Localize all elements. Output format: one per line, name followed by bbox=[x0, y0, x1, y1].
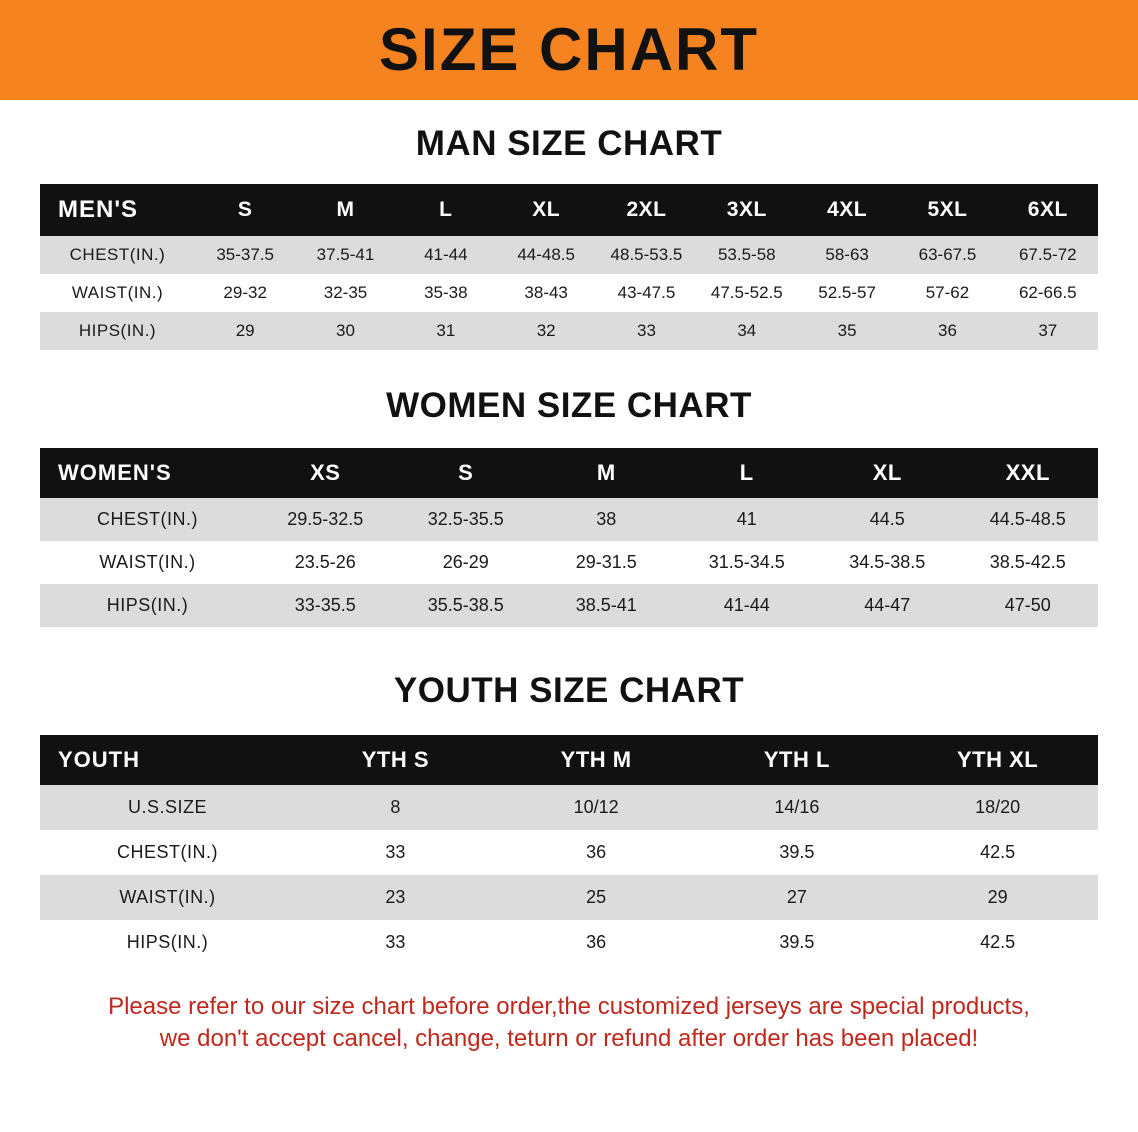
youth-cell-2-0: 23 bbox=[295, 875, 496, 920]
youth-size-table bbox=[40, 735, 1098, 965]
man-table-wrap bbox=[0, 184, 1138, 350]
women-header-cell-4: L bbox=[677, 448, 818, 498]
man-row-2-label: HIPS(IN.) bbox=[40, 312, 195, 350]
man-cell-0-0: 35-37.5 bbox=[195, 236, 295, 274]
youth-table-wrap bbox=[0, 735, 1138, 965]
women-cell-0-2: 38 bbox=[536, 498, 677, 541]
women-header-cell-0: WOMEN'S bbox=[40, 448, 255, 498]
man-header-cell-9: 6XL bbox=[998, 184, 1098, 236]
women-cell-2-1: 35.5-38.5 bbox=[396, 584, 537, 627]
women-cell-2-5: 47-50 bbox=[958, 584, 1099, 627]
women-cell-2-2: 38.5-41 bbox=[536, 584, 677, 627]
man-header-cell-7: 4XL bbox=[797, 184, 897, 236]
women-cell-1-0: 23.5-26 bbox=[255, 541, 396, 584]
man-cell-1-4: 43-47.5 bbox=[596, 274, 696, 312]
women-table-head bbox=[40, 448, 1098, 498]
table-row bbox=[40, 785, 1098, 830]
women-size-table bbox=[40, 448, 1098, 627]
youth-section-title: YOUTH SIZE CHART bbox=[393, 671, 745, 710]
table-row bbox=[40, 541, 1098, 584]
man-header-cell-0: MEN'S bbox=[40, 184, 195, 236]
man-header-cell-2: M bbox=[295, 184, 395, 236]
youth-table-head bbox=[40, 735, 1098, 785]
women-cell-1-5: 38.5-42.5 bbox=[958, 541, 1099, 584]
man-header-cell-4: XL bbox=[496, 184, 596, 236]
man-cell-1-7: 57-62 bbox=[897, 274, 997, 312]
women-cell-1-2: 29-31.5 bbox=[536, 541, 677, 584]
women-header-cell-6: XXL bbox=[958, 448, 1099, 498]
banner bbox=[0, 0, 1138, 100]
youth-cell-0-2: 14/16 bbox=[697, 785, 898, 830]
man-section-title: MAN SIZE CHART bbox=[415, 124, 723, 163]
youth-row-3-label: HIPS(IN.) bbox=[40, 920, 295, 965]
youth-row-2-label: WAIST(IN.) bbox=[40, 875, 295, 920]
women-row-0-label: CHEST(IN.) bbox=[40, 498, 255, 541]
women-section-title: WOMEN SIZE CHART bbox=[386, 386, 752, 425]
table-row bbox=[40, 875, 1098, 920]
women-row-2-label: HIPS(IN.) bbox=[40, 584, 255, 627]
table-row bbox=[40, 584, 1098, 627]
man-cell-2-2: 31 bbox=[396, 312, 496, 350]
women-table-body bbox=[40, 498, 1098, 627]
man-cell-1-1: 32-35 bbox=[295, 274, 395, 312]
man-cell-1-3: 38-43 bbox=[496, 274, 596, 312]
footer-note-line-1: Please refer to our size chart before order,the customized jerseys are special products, bbox=[108, 993, 1030, 1020]
women-header-cell-3: M bbox=[536, 448, 677, 498]
man-cell-0-3: 44-48.5 bbox=[496, 236, 596, 274]
youth-cell-0-1: 10/12 bbox=[496, 785, 697, 830]
youth-header-cell-4: YTH XL bbox=[897, 735, 1098, 785]
man-table-body bbox=[40, 236, 1098, 350]
man-cell-1-5: 47.5-52.5 bbox=[697, 274, 797, 312]
women-cell-0-4: 44.5 bbox=[817, 498, 958, 541]
women-cell-0-0: 29.5-32.5 bbox=[255, 498, 396, 541]
man-header-cell-8: 5XL bbox=[897, 184, 997, 236]
man-cell-2-6: 35 bbox=[797, 312, 897, 350]
women-cell-0-5: 44.5-48.5 bbox=[958, 498, 1099, 541]
man-table-head bbox=[40, 184, 1098, 236]
man-cell-2-0: 29 bbox=[195, 312, 295, 350]
youth-cell-3-0: 33 bbox=[295, 920, 496, 965]
man-cell-0-4: 48.5-53.5 bbox=[596, 236, 696, 274]
man-cell-2-4: 33 bbox=[596, 312, 696, 350]
women-cell-2-3: 41-44 bbox=[677, 584, 818, 627]
women-cell-1-3: 31.5-34.5 bbox=[677, 541, 818, 584]
youth-header-cell-1: YTH S bbox=[295, 735, 496, 785]
women-header-cell-1: XS bbox=[255, 448, 396, 498]
table-header-row bbox=[40, 184, 1098, 236]
youth-row-0-label: U.S.SIZE bbox=[40, 785, 295, 830]
table-row bbox=[40, 920, 1098, 965]
man-cell-0-6: 58-63 bbox=[797, 236, 897, 274]
page-title: SIZE CHART bbox=[379, 16, 759, 83]
women-cell-2-0: 33-35.5 bbox=[255, 584, 396, 627]
youth-header-cell-2: YTH M bbox=[496, 735, 697, 785]
youth-header-cell-0: YOUTH bbox=[40, 735, 295, 785]
man-cell-0-8: 67.5-72 bbox=[998, 236, 1098, 274]
women-cell-2-4: 44-47 bbox=[817, 584, 958, 627]
footer-note-line-2: we don't accept cancel, change, teturn or refund after order has been placed! bbox=[159, 1025, 979, 1053]
table-header-row bbox=[40, 448, 1098, 498]
youth-cell-0-0: 8 bbox=[295, 785, 496, 830]
youth-cell-1-2: 39.5 bbox=[697, 830, 898, 875]
youth-cell-2-2: 27 bbox=[697, 875, 898, 920]
man-cell-1-0: 29-32 bbox=[195, 274, 295, 312]
youth-cell-1-0: 33 bbox=[295, 830, 496, 875]
man-row-0-label: CHEST(IN.) bbox=[40, 236, 195, 274]
table-row bbox=[40, 312, 1098, 350]
man-cell-2-7: 36 bbox=[897, 312, 997, 350]
women-cell-0-3: 41 bbox=[677, 498, 818, 541]
women-table-wrap bbox=[0, 448, 1138, 627]
table-row bbox=[40, 830, 1098, 875]
youth-header-cell-3: YTH L bbox=[697, 735, 898, 785]
youth-cell-1-3: 42.5 bbox=[897, 830, 1098, 875]
table-row bbox=[40, 236, 1098, 274]
women-header-cell-5: XL bbox=[817, 448, 958, 498]
man-cell-0-2: 41-44 bbox=[396, 236, 496, 274]
youth-cell-3-3: 42.5 bbox=[897, 920, 1098, 965]
youth-cell-0-3: 18/20 bbox=[897, 785, 1098, 830]
youth-row-1-label: CHEST(IN.) bbox=[40, 830, 295, 875]
women-cell-1-4: 34.5-38.5 bbox=[817, 541, 958, 584]
man-header-cell-1: S bbox=[195, 184, 295, 236]
man-cell-2-5: 34 bbox=[697, 312, 797, 350]
man-cell-2-3: 32 bbox=[496, 312, 596, 350]
youth-cell-3-1: 36 bbox=[496, 920, 697, 965]
man-cell-1-8: 62-66.5 bbox=[998, 274, 1098, 312]
women-cell-0-1: 32.5-35.5 bbox=[396, 498, 537, 541]
youth-cell-2-1: 25 bbox=[496, 875, 697, 920]
man-cell-1-2: 35-38 bbox=[396, 274, 496, 312]
table-row bbox=[40, 274, 1098, 312]
table-row bbox=[40, 498, 1098, 541]
man-cell-0-1: 37.5-41 bbox=[295, 236, 395, 274]
man-row-1-label: WAIST(IN.) bbox=[40, 274, 195, 312]
man-cell-0-5: 53.5-58 bbox=[697, 236, 797, 274]
youth-cell-3-2: 39.5 bbox=[697, 920, 898, 965]
youth-cell-2-3: 29 bbox=[897, 875, 1098, 920]
youth-table-body bbox=[40, 785, 1098, 965]
man-header-cell-5: 2XL bbox=[596, 184, 696, 236]
man-header-cell-3: L bbox=[396, 184, 496, 236]
women-header-cell-2: S bbox=[396, 448, 537, 498]
man-cell-2-8: 37 bbox=[998, 312, 1098, 350]
man-cell-0-7: 63-67.5 bbox=[897, 236, 997, 274]
youth-cell-1-1: 36 bbox=[496, 830, 697, 875]
women-row-1-label: WAIST(IN.) bbox=[40, 541, 255, 584]
man-size-table bbox=[40, 184, 1098, 350]
table-header-row bbox=[40, 735, 1098, 785]
footer-note bbox=[36, 991, 1102, 1056]
women-cell-1-1: 26-29 bbox=[396, 541, 537, 584]
man-cell-1-6: 52.5-57 bbox=[797, 274, 897, 312]
man-header-cell-6: 3XL bbox=[697, 184, 797, 236]
man-cell-2-1: 30 bbox=[295, 312, 395, 350]
